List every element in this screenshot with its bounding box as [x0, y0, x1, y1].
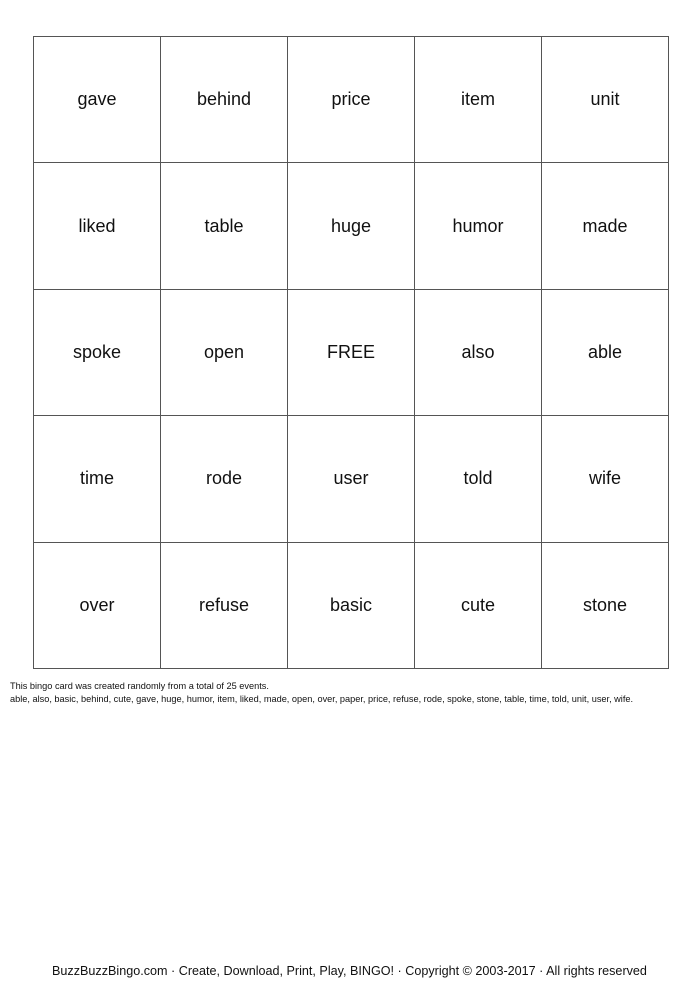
bingo-card	[33, 36, 669, 669]
bingo-row	[34, 289, 669, 415]
bingo-row	[34, 37, 669, 163]
bingo-cell: open	[161, 289, 288, 415]
bingo-cell: table	[161, 163, 288, 289]
bingo-cell: behind	[161, 37, 288, 163]
bingo-cell: unit	[542, 37, 669, 163]
word-list-note: able, also, basic, behind, cute, gave, huge, humor, item, liked, made, open, over, paper, price, refuse, rode, spoke, stone, table, time, told, unit, user, wife.	[10, 694, 634, 704]
bingo-cell: rode	[161, 416, 288, 542]
bingo-cell: able	[542, 289, 669, 415]
bingo-cell: basic	[288, 542, 415, 668]
bingo-cell: user	[288, 416, 415, 542]
bingo-cell: stone	[542, 542, 669, 668]
bingo-cell: item	[415, 37, 542, 163]
bingo-cell: gave	[34, 37, 161, 163]
bingo-row	[34, 163, 669, 289]
bingo-row	[34, 416, 669, 542]
bingo-cell: refuse	[161, 542, 288, 668]
card-summary-note: This bingo card was created randomly from a total of 25 events.	[10, 681, 269, 691]
bingo-cell: huge	[288, 163, 415, 289]
free-space-cell: FREE	[288, 289, 415, 415]
bingo-cell: liked	[34, 163, 161, 289]
bingo-cell: price	[288, 37, 415, 163]
bingo-cell: made	[542, 163, 669, 289]
bingo-cell: humor	[415, 163, 542, 289]
bingo-cell: cute	[415, 542, 542, 668]
bingo-cell: also	[415, 289, 542, 415]
bingo-row	[34, 542, 669, 668]
bingo-cell: spoke	[34, 289, 161, 415]
bingo-cell: told	[415, 416, 542, 542]
bingo-cell: wife	[542, 416, 669, 542]
bingo-cell: over	[34, 542, 161, 668]
footer-copyright: BuzzBuzzBingo.com · Create, Download, Print, Play, BINGO! · Copyright © 2003-2017 · All rights reserved	[52, 964, 647, 978]
bingo-cell: time	[34, 416, 161, 542]
